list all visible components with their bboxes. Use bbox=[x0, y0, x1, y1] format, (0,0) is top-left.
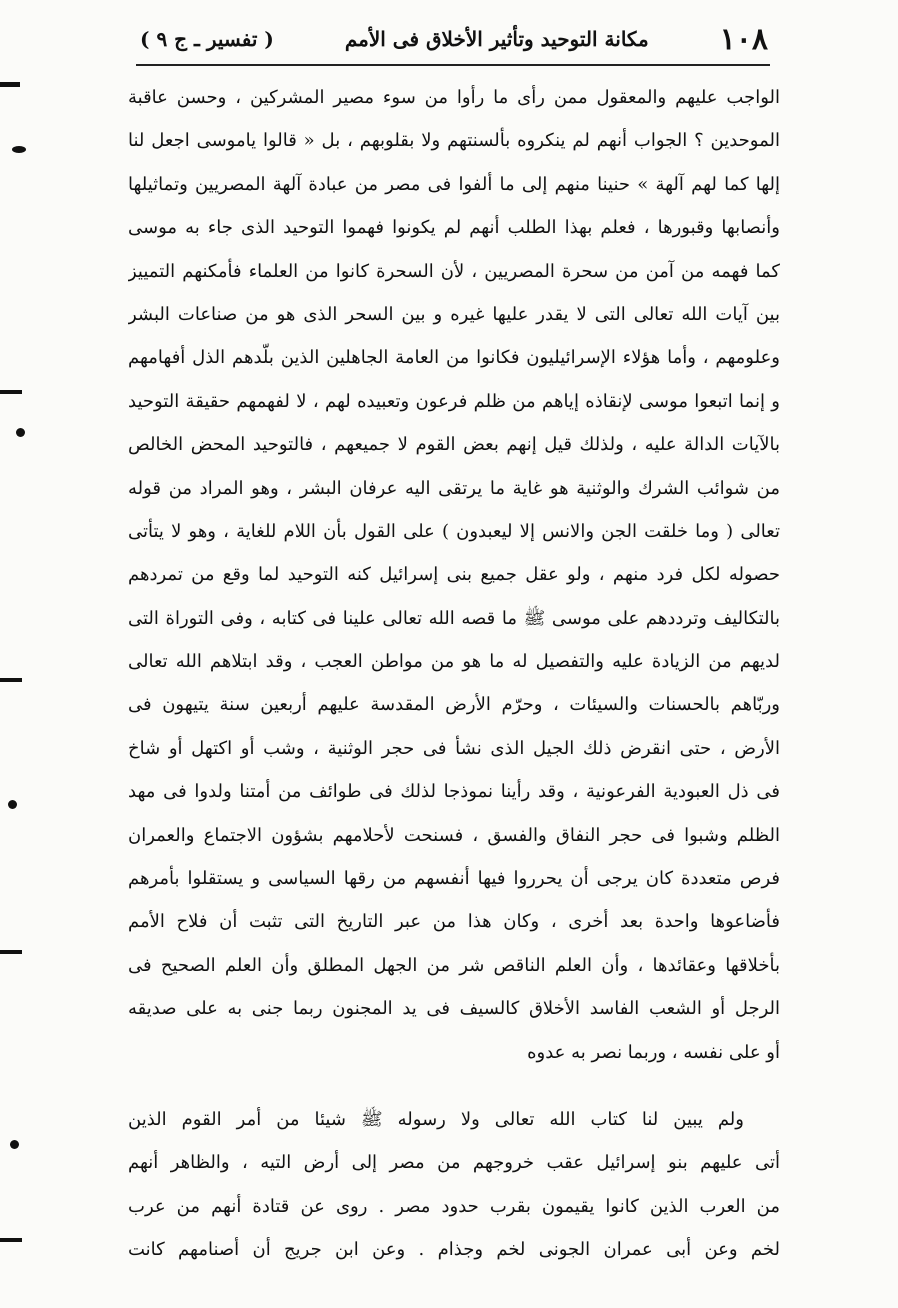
text-line: الموحدين ؟ الجواب أنهم لم ينكروه بألسنتهم ولا بقلوبهم ، بل « قالوا ياموسى اجعل لنا bbox=[128, 130, 780, 152]
text-line: كما فهمه من آمن من سحرة المصريين ، لأن السحرة كانوا من العلماء فأمكنهم التمييز bbox=[128, 260, 780, 282]
text-line: بالتكاليف وترددهم على موسى ﷺ ما قصه الله تعالى علينا فى كتابه ، وفى التوراة التى bbox=[128, 607, 780, 629]
text-line: لديهم من الزيادة عليه والتفصيل له ما هو من مواطن العجب ، وقد ابتلاهم الله تعالى bbox=[128, 651, 780, 673]
scan-mark bbox=[8, 800, 17, 809]
scan-mark bbox=[0, 390, 22, 394]
text-line: ولم يبين لنا كتاب الله تعالى ولا رسوله ﷺ شيئا من أمر القوم الذين bbox=[128, 1108, 744, 1130]
text-line: فى ذل العبودية الفرعونية ، وقد رأينا نموذجا لذلك فى طوائف من أمتنا ولدوا فى مهد bbox=[128, 781, 780, 803]
scan-mark bbox=[0, 678, 22, 682]
text-line: فأضاعوها واحدة بعد أخرى ، وكان هذا من عبر التاريخ التى تثبت أن فلاح الأمم bbox=[128, 911, 780, 933]
running-title: مكانة التوحيد وتأثير الأخلاق فى الأمم bbox=[344, 27, 649, 51]
page-header bbox=[140, 18, 768, 60]
text-line: إلها كما لهم آلهة » حنينا منهم إلى ما ألفوا فى مصر من عبادة آلهة المصريين وتماثيلها bbox=[128, 173, 780, 195]
text-line: الواجب عليهم والمعقول ممن رأى ما رأوا من سوء مصير المشركين ، وحسن عاقبة bbox=[128, 87, 780, 108]
scan-mark bbox=[0, 950, 22, 954]
text-line: وعلومهم ، وأما هؤلاء الإسرائيليون فكانوا من العامة الجاهلين الذين بلّدهم الذل أفهامهم bbox=[128, 347, 780, 369]
page-number: ١٠٨ bbox=[719, 21, 768, 57]
paragraph-gap bbox=[128, 1074, 780, 1098]
scan-mark bbox=[16, 428, 25, 437]
scan-mark bbox=[10, 1140, 19, 1149]
text-line: الظلم وشبوا فى حجر النفاق والفسق ، فسنحت لأحلامهم بشؤون الاجتماع والعمران bbox=[128, 824, 780, 846]
text-line: وربّاهم بالحسنات والسيئات ، وحرّم الأرض المقدسة عليهم أربعين سنة يتيهون فى bbox=[128, 694, 780, 716]
text-line: فرص متعددة كان يرجى أن يحرروا فيها أنفسهم من رقها السياسى و يستقلوا بأمرهم bbox=[128, 868, 780, 890]
text-line: من شوائب الشرك والوثنية هو غاية ما يرتقى اليه عرفان البشر ، وهو المراد من قوله bbox=[128, 477, 780, 499]
text-line: أو على نفسه ، وربما نصر به عدوه bbox=[527, 1041, 780, 1063]
scan-mark bbox=[0, 82, 20, 87]
text-line: أتى عليهم بنو إسرائيل عقب خروجهم من مصر إلى أرض التيه ، والظاهر أنهم bbox=[128, 1152, 780, 1174]
text-line: حصوله لكل فرد منهم ، ولو عقل جميع بنى إسرائيل كنه التوحيد لما وقع من تمردهم bbox=[128, 564, 780, 586]
body-text bbox=[128, 76, 780, 1272]
text-line: الرجل أو الشعب الفاسد الأخلاق كالسيف فى يد المجنون ربما جنى به على صديقه bbox=[128, 998, 780, 1020]
text-line: لخم وعن أبى عمران الجونى لخم وجذام . وعن ابن جريج أن أصنامهم كانت bbox=[128, 1239, 780, 1261]
header-rule bbox=[136, 64, 770, 66]
text-line: بالآيات الدالة عليه ، ولذلك قيل إنهم بعض القوم لا جميعهم ، فالتوحيد المحض الخالص bbox=[128, 434, 780, 456]
scan-mark bbox=[12, 146, 26, 153]
text-line: تعالى ( وما خلقت الجن والانس إلا ليعبدون ) على القول بأن اللام للغاية ، وهو لا يتأتى bbox=[128, 520, 780, 542]
scan-mark bbox=[0, 1238, 22, 1242]
text-line: بأخلاقها وعقائدها ، وأن العلم الناقص شر من الجهل المطلق وأن العلم الصحيح فى bbox=[128, 954, 780, 976]
text-line: بين آيات الله تعالى التى لا يقدر عليها غيره و بين السحر الذى هو من صناعات البشر bbox=[128, 303, 780, 325]
text-line: و إنما اتبعوا موسى لإنقاذه إياهم من ظلم فرعون وتعبيده لهم ، لا لفهمهم حقيقة التوحيد bbox=[128, 390, 780, 412]
series-label: ( تفسير ـ ج ٩ ) bbox=[140, 27, 274, 51]
text-line: وأنصابها وقبورها ، فعلم بهذا الطلب أنهم لم يكونوا فهموا التوحيد الذى جاء به موسى bbox=[128, 217, 780, 239]
text-line: من العرب الذين كانوا يقيمون بقرب حدود مصر . روى عن قتادة أنهم من عرب bbox=[128, 1195, 780, 1217]
text-line: الأرض ، حتى انقرض ذلك الجيل الذى نشأ فى حجر الوثنية ، وشب أو اكتهل أو شاخ bbox=[128, 737, 780, 759]
